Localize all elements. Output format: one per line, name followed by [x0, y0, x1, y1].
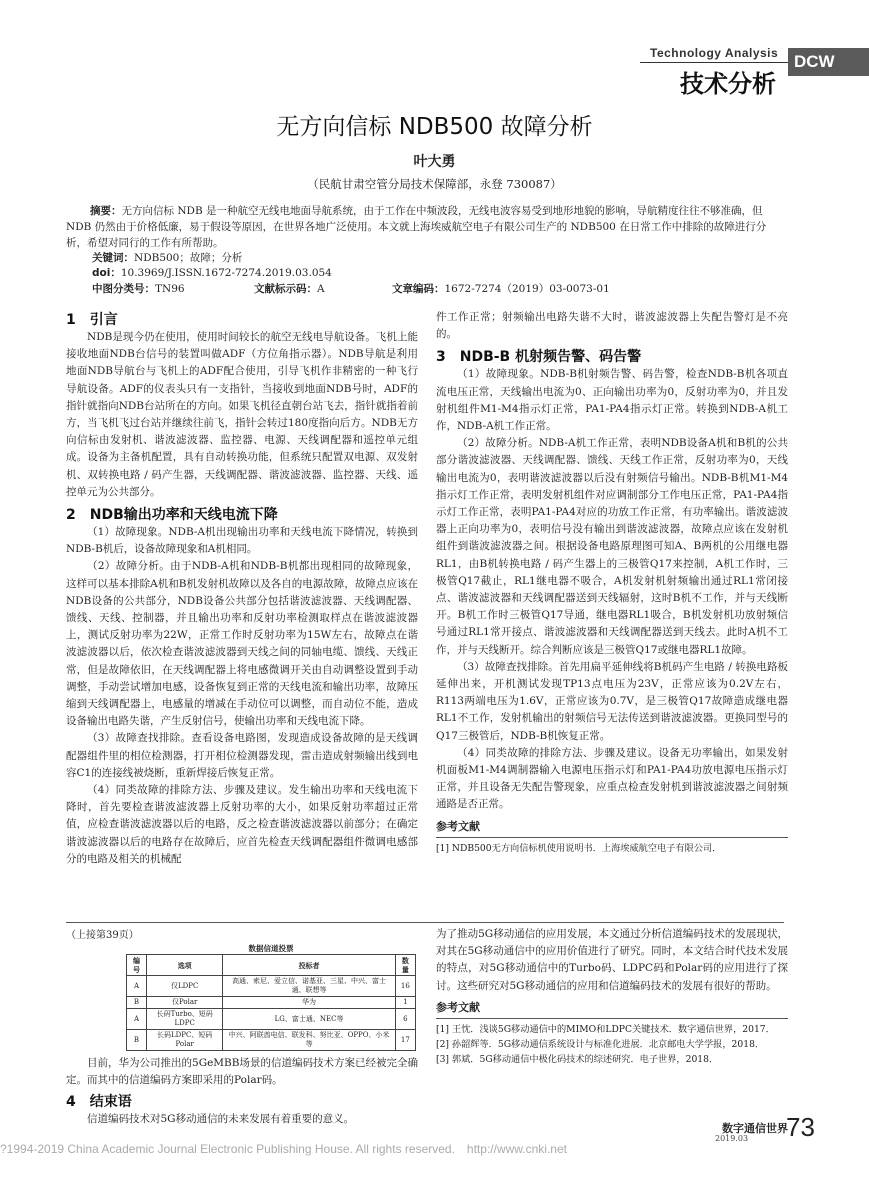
continued-from-note: （上接第39页） [66, 930, 139, 941]
section-3-paragraph-2: （2）故障分析。NDB-A机工作正常，表明NDB设备A机和B机的公共部分谐波滤波器、天线调配器、馈线、天线工作正常，反射功率为0，天线输出电流为0，表明谐波滤波器以后没有射频信号输出。NDB-B机M1-M4指示灯工作正常，表明发射机组件对应调制部分工作电压正常，PA1-PA4指示灯工作正常，表明PA1-PA4对应的功放工作正常，有功率输出。谐波滤波器上正向功率为0，表明信号没有输出到谐波滤波器，故障点应该在发射机组件到谐波滤波器之间。根据设备电路原理图可知A、B两机的公用继电器RL1，由B机转换电路 / 码产生器上的三极管Q17来控制，A机工作时，三极管Q17截止，RL1继电器不吸合，A机发射机射频输出通过RL1常闭接点、谐波滤波器和天线调配器送到天线辐射，这时B机不工作，并与天线断开。B机工作时三极管Q17导通，继电器RL1吸合，B机发射机功放射频信号通过RL1常开接点、谐波滤波器和天线调配器送到天线去。此时A机不工作，并与天线断开。综合判断应该是三极管Q17或继电器RL1故障。 [436, 437, 788, 656]
section-3-paragraph-3: （3）故障查找排除。首先用扁平延伸线将B机码产生电路 / 转换电路板延伸出来，开机测试发现TP13点电压为23V，正常应该为0.2V左右，R113两端电压为1.6V，正常应该为0.7V，是三极管Q17故障造成继电器RL1不工作，发射机输出的射频信号无法传送到谐波滤波器。更换同型号的Q17三极管后，NDB-B机恢复正常。 [436, 660, 788, 742]
table-cell: 华为 [223, 997, 395, 1009]
references-title: 参考文献 [436, 819, 480, 833]
abstract-text: 无方向信标 NDB 是一种航空无线电地面导航系统，由于工作在中频波段，无线电波容易受到地形地貌的影响，导航精度往往不够准确，但 NDB 仍然由于价格低廉，易于假设等原因，在世界各地广泛使用。本文就上海埃威航空电子有限公司生产的 NDB500 在日常工作中排除的故障进行分析，希望对同行的工作有所帮助。 [66, 205, 767, 249]
doc-code-line [254, 282, 325, 297]
vote-table-title: 数据信道投票 [248, 944, 294, 953]
section-2-paragraph-4: （4）同类故障的排除方法、步骤及建议。发生输出功率和天线电流下降时，首先要检查谐波滤波器上反射功率的大小，如果反射功率超过正常值，应检查谐波滤波器以后的电路，反之检查谐波滤波器以前部分；在确定谐波滤波器以后的电路存在故障后，应首先检查天线调配器组件微调电感部分的电路及相关的机械配 [66, 784, 418, 865]
section-4-title: 4 结束语 [66, 1094, 132, 1111]
bottom-left-paragraph-2: 信道编码技术对5G移动通信的未来发展有着重要的意义。 [87, 1113, 355, 1126]
keywords-line [92, 251, 242, 266]
table-cell: B [127, 997, 147, 1009]
table-row [127, 976, 416, 997]
table-row [127, 1030, 416, 1051]
bottom-right-paragraph: 为了推动5G移动通信的应用发展，本文通过分析信道编码技术的发展现状，对其在5G移动通信中的应用价值进行了研究。同时，本文结合时代技术发展的特点，对5G移动通信中的Turbo码、LDPC码和Polar码的应用进行了探讨。这些研究对5G移动通信的应用和信道编码技术的发展有很好的帮助。 [436, 928, 788, 992]
section-1-paragraph: NDB是现今仍在使用，使用时间较长的航空无线电导航设备。飞机上能接收地面NDB台信号的装置叫做ADF（方位角指示器）。NDB导航是利用地面NDB导航台与飞机上的ADF配合使用，引导飞机作非精密的一种飞行导航设备。ADF的仪表头只有一支指针，当接收到地面NDB号时，ADF的指针就指向NDB台站所在的方向。如果飞机径直朝台站飞去，指针就指着前方，当飞机飞过台站并继续往前飞，指针会转过180度指向后方。NDB无方向信标由发射机、谐波滤波器、监控器、电源、天线调配器和遥控单元组成。设备为主备机配置，具有自动转换功能，但系统只配置双电源、双发射机、双转换电路 / 码产生器，天线调配器、谐波滤波器、监控器、天线、遥控单元为公共部分。 [66, 331, 418, 498]
table-cell: 长码LDPC、短码Polar [146, 1030, 222, 1051]
table-cell: LG、富士通、NEC等 [223, 1009, 395, 1030]
left-column [66, 309, 418, 868]
table-cell: 高通、索尼、爱立信、诺基亚、三星、中兴、富士通、联想等 [223, 976, 395, 997]
header-english: Technology Analysis [650, 46, 779, 60]
doi-label: doi： [92, 267, 121, 279]
section-2-paragraph-3: （3）故障查找排除。查看设备电路图，发现造成设备故障的是天线调配器组件里的相位检测器，打开相位检测器发现，雷击造成射频输出线到电容C1的连接线被烧断，重新焊接后恢复正常。 [66, 732, 418, 779]
header-chinese: 技术分析 [680, 70, 776, 98]
section-2-paragraph-1: （1）故障现象。NDB-A机出现输出功率和天线电流下降情况，转换到NDB-B机后，设备故障现象和A机相同。 [66, 526, 418, 556]
table-header-cell: 编号 [127, 955, 147, 976]
table-cell: 中兴、阿联酋电信、联发科、努比亚、OPPO、小米等 [223, 1030, 395, 1051]
article-affiliation: （民航甘肃空管分局技术保障部，永登 730087） [307, 177, 562, 191]
classification-line [92, 282, 185, 297]
article-title: 无方向信标 NDB500 故障分析 [276, 114, 593, 140]
doc-code-label: 文献标示码： [254, 283, 317, 295]
table-cell: A [127, 1009, 147, 1030]
table-row [127, 997, 416, 1009]
table-cell: 17 [395, 1030, 415, 1051]
journal-name: 数字通信世界 [722, 1122, 788, 1135]
doi-line [92, 266, 332, 281]
table-cell: 1 [395, 997, 415, 1009]
table-header-cell: 数量 [395, 955, 415, 976]
bottom-left-paragraph-1: 目前，华为公司推出的5GeMBB场景的信道编码技术方案已经被完全确定。而其中的信道编码方案即采用的Polar码。 [66, 1057, 418, 1087]
abstract-label: 摘要： [90, 205, 122, 217]
table-row [127, 1009, 416, 1030]
reference-item: [3] 郭斌．5G移动通信中极化码技术的综述研究．电子世界，2018． [436, 1053, 719, 1065]
keywords-label: 关键词： [92, 252, 134, 264]
bottom-references-rule [436, 1018, 788, 1019]
header-rule [640, 62, 790, 63]
vote-table [126, 954, 416, 1051]
table-header-cell: 投标者 [223, 955, 395, 976]
doc-code-text: A [317, 283, 325, 295]
reference-item: [1] NDB500无方向信标机使用说明书．上海埃威航空电子有限公司． [436, 842, 722, 854]
vote-table-wrapper [126, 943, 416, 1051]
section-3-paragraph-1: （1）故障现象。NDB-B机射频告警、码告警，检查NDB-B机各项直流电压正常，天线输出电流为0、正向输出功率为0，反射功率为0，并且发射机组件M1-M4指示灯正常，PA1-PA4指示灯正常。转换到NDB-A机工作，NDB-A机工作正常。 [436, 368, 788, 433]
section-3-title: 3 NDB-B 机射频告警、码告警 [436, 349, 642, 366]
section-2-paragraph-2: （2）故障分析。由于NDB-A机和NDB-B机都出现相同的故障现象，这样可以基本排除A机和B机发射机故障以及各自的电源故障，故障点应该在NDB设备的公共部分，NDB设备公共部分包括谐波滤波器、天线调配器、馈线、天线、控制器，并且输出功率和反射功率检测取样点在谐波滤波器上，测试反射功率为22W，正常工作时反射功率为15W左右，故障点在谐波滤波器以后，依次检查谐波滤波器到天线之间的同轴电缆、馈线、天线正常，但是故障依旧，在天线调配器上将电感微调开关由自动调整设置到手动调整，手动尝试增加电感，设备恢复到正常的天线电流和输出功率，故障压缩到天线调配器上，电感量的增减在手动位可以调整，而自动位不能，造成设备输出电路失谐，产生反射信号，使输出功率和天线电流下降。 [66, 560, 418, 728]
right-column [436, 309, 788, 856]
article-separator [66, 922, 784, 923]
journal-issue: 2019.03 [715, 1134, 749, 1143]
table-cell: 16 [395, 976, 415, 997]
reference-item: [1] 王忱．浅谈5G移动通信中的MIMO和LDPC关键技术．数字通信世界，2017． [436, 1023, 775, 1035]
table-cell: 仅Polar [146, 997, 222, 1009]
abstract [66, 203, 784, 251]
clc-label: 中图分类号： [92, 283, 155, 295]
table-cell: 6 [395, 1009, 415, 1030]
table-cell: 长码Turbo、短码LDPC [146, 1009, 222, 1030]
section-3-paragraph-4: （4）同类故障的排除方法、步骤及建议。设备无功率输出，如果发射机面板M1-M4调制器输入电源电压指示灯和PA1-PA4功放电源电压指示灯正常，并且设备无失配告警现象，应重点检查发射机到谐波滤波器之间射频通路是否正常。 [436, 746, 788, 811]
bottom-right-column [436, 926, 788, 1067]
bottom-references-title: 参考文献 [436, 1000, 480, 1014]
footer-watermark: ?1994-2019 China Academic Journal Electronic Publishing House. All rights reserved. http://www.cnki.net [0, 1142, 567, 1156]
section-1-title: 1 引言 [66, 312, 118, 328]
section-2-title: 2 NDB输出功率和天线电流下降 [66, 507, 278, 524]
table-cell: A [127, 976, 147, 997]
vote-table-header-row [127, 955, 416, 976]
dcw-logo: DCW [788, 48, 869, 76]
table-cell: 仅LDPC [146, 976, 222, 997]
page-number: 73 [786, 1112, 815, 1142]
reference-item: [2] 孙韶辉等．5G移动通信系统设计与标准化进展．北京邮电大学学报，2018． [436, 1038, 765, 1050]
doi-text: 10.3969/J.ISSN.1672-7274.2019.03.054 [120, 267, 332, 279]
table-cell: B [127, 1030, 147, 1051]
keywords-text: NDB500；故障；分析 [134, 252, 243, 264]
article-number-text: 1672-7274（2019）03-0073-01 [444, 283, 610, 295]
article-number-label: 文章编码： [392, 283, 445, 295]
clc-text: TN96 [155, 283, 185, 295]
bottom-left-column [66, 926, 418, 1129]
continued-paragraph: 件工作正常；射频输出电路失谐不大时，谐波滤波器上失配告警灯是不亮的。 [436, 311, 788, 341]
article-author: 叶大勇 [413, 154, 456, 170]
article-number-line [392, 282, 610, 297]
references-rule [436, 837, 788, 838]
table-header-cell: 选项 [146, 955, 222, 976]
